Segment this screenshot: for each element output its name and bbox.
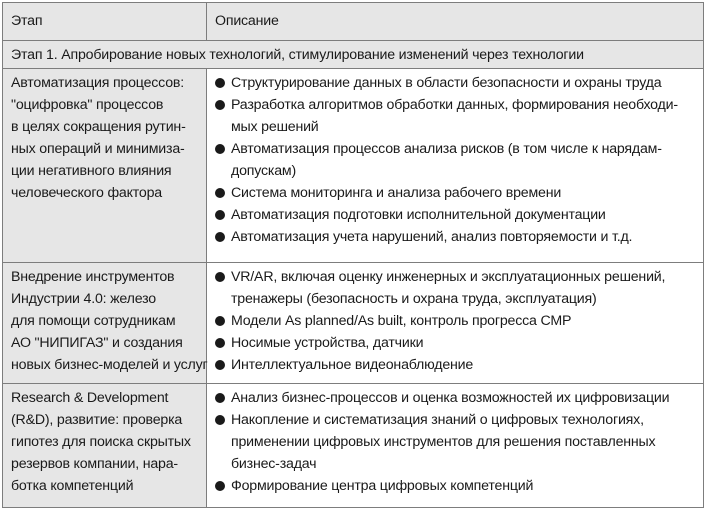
bullet-icon [215,272,225,282]
bullet-icon [215,100,225,110]
item-line: Носимые устройства, датчики [231,335,424,351]
list-item [215,354,699,376]
bullet-icon [215,393,225,403]
stage-line: (R&D), развитие: проверка [11,412,183,428]
item-line: Модели As planned/As built, контроль прогресса СМР [231,313,572,329]
header-description-label: Описание [215,13,279,29]
bullet-icon [215,232,225,242]
stage-line: Автоматизация процессов: [11,75,184,91]
stage-line: Research & Development [11,390,169,406]
stage-line: ции негативного влияния [11,163,172,179]
item-line: бизнес-задач [231,456,317,472]
section-row [3,41,704,69]
item-line: Автоматизация учета нарушений, анализ повторяемости и т.д. [231,229,633,245]
header-stage-label: Этап [11,13,43,29]
bullet-icon [215,78,225,88]
stage-line: ботка компетенций [11,478,134,494]
bullet-icon [215,144,225,154]
stage-line: для помощи сотрудникам [11,313,176,329]
list-item [215,266,699,310]
list-item [215,226,699,248]
stage-line: резервов компании, нара- [11,456,178,472]
stage-line: "оцифровка" процессов [11,97,164,113]
stage-line: гипотез для поиска скрытых [11,434,191,450]
section-title: Этап 1. Апробирование новых технологий, стимулирование изменений через технологии [11,47,584,63]
bullet-icon [215,316,225,326]
stage-text [3,69,206,204]
item-line: Структурирование данных в области безопасности и охраны труда [231,75,662,91]
header-cell-stage [3,3,207,41]
stage-line: Внедрение инструментов [11,269,175,285]
description-cell [207,263,704,384]
stage-line: Индустрии 4.0: железо [11,291,156,307]
table-row [3,69,704,263]
description-list [207,69,703,248]
item-line: Автоматизация процессов анализа рисков (в том числе к нарядам- [231,141,662,157]
stage-cell [3,384,207,508]
stage-line: АО "НИПИГАЗ" и создания [11,335,183,351]
list-item [215,409,699,475]
item-line: Интеллектуальное видеонаблюдение [231,357,474,373]
stage-cell [3,263,207,384]
item-line: VR/AR, включая оценку инженерных и эксплуатационных решений, [231,269,666,285]
item-line: Система мониторинга и анализа рабочего времени [231,185,562,201]
description-list [207,384,703,497]
bullet-icon [215,210,225,220]
table-header-row [3,3,704,41]
item-line: допускам) [231,163,296,179]
description-cell [207,384,704,508]
stage-line: новых бизнес-моделей и услуг [11,357,208,373]
section-title-cell [3,41,704,69]
stage-line: ных операций и минимиза- [11,141,185,157]
list-item [215,475,699,497]
table-row [3,384,704,508]
item-line: мых решений [231,119,319,135]
item-line: применении цифровых инструментов для решения поставленных [231,434,656,450]
list-item [215,204,699,226]
list-item [215,387,699,409]
list-item [215,138,699,182]
stage-text [3,384,206,497]
list-item [215,182,699,204]
table-row [3,263,704,384]
list-item [215,94,699,138]
item-line: Формирование центра цифровых компетенций [231,478,534,494]
list-item [215,332,699,354]
bullet-icon [215,338,225,348]
stages-table [2,2,704,508]
description-list [207,263,703,376]
list-item [215,72,699,94]
stage-line: человеческого фактора [11,185,163,201]
bullet-icon [215,360,225,370]
item-line: Анализ бизнес-процессов и оценка возможностей их цифровизации [231,390,670,406]
stage-cell [3,69,207,263]
bullet-icon [215,415,225,425]
stage-text [3,263,206,376]
item-line: тренажеры (безопасность и охрана труда, эксплуатация) [231,291,597,307]
list-item [215,310,699,332]
stage-line: в целях сокращения рутин- [11,119,186,135]
item-line: Разработка алгоритмов обработки данных, формирования необходи- [231,97,678,113]
bullet-icon [215,481,225,491]
description-cell [207,69,704,263]
item-line: Автоматизация подготовки исполнительной документации [231,207,606,223]
header-cell-description [207,3,704,41]
item-line: Накопление и систематизация знаний о цифровых технологиях, [231,412,644,428]
bullet-icon [215,188,225,198]
